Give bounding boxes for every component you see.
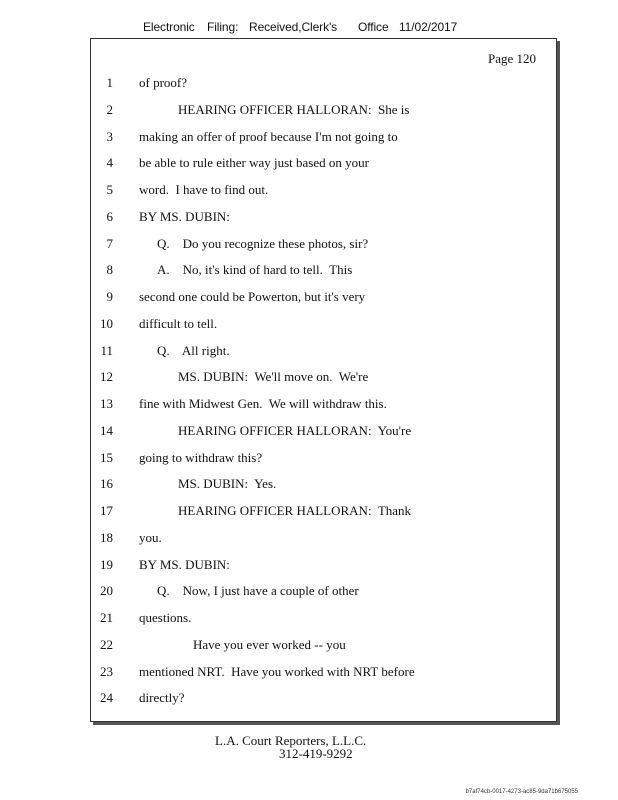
transcript-page: [90, 38, 557, 722]
line-text: difficult to tell.: [139, 315, 218, 331]
line-text: MS. DUBIN: We'll move on. We're: [178, 369, 369, 385]
transcript-line: [91, 155, 556, 175]
line-number: 24: [100, 690, 113, 706]
filing-header-received: Received,Clerk's: [249, 20, 338, 34]
line-text: HEARING OFFICER HALLORAN: She is: [178, 101, 410, 117]
line-number: 7: [106, 235, 113, 251]
line-text: Q. All right.: [157, 342, 230, 358]
line-text: questions.: [139, 610, 192, 625]
line-text: fine with Midwest Gen. We will withdraw this.: [139, 396, 387, 411]
transcript-line: [91, 583, 556, 603]
line-text: HEARING OFFICER HALLORAN: Thank: [178, 503, 412, 518]
line-number: 8: [106, 262, 113, 278]
line-text: word. I have to find out.: [139, 182, 269, 197]
line-number: 18: [100, 529, 113, 545]
line-number: 4: [106, 155, 113, 171]
transcript-line: [91, 369, 556, 389]
transcript-line: [91, 503, 556, 523]
transcript-line: [91, 75, 556, 95]
filing-header-filing: Filing:: [207, 20, 239, 34]
line-text: BY MS. DUBIN:: [139, 556, 230, 572]
transcript-line: [91, 182, 556, 202]
transcript-line: [91, 450, 556, 470]
line-number: 5: [106, 182, 113, 197]
transcript-line: [91, 396, 556, 416]
document-id: b7af74cb-0017-4273-ac85-9da71b675055: [465, 789, 578, 795]
line-text: be able to rule either way just based on your: [139, 155, 369, 171]
line-number: 14: [100, 422, 113, 438]
transcript-line: [91, 289, 556, 309]
transcript-line: [91, 343, 556, 363]
line-number: 17: [100, 503, 113, 518]
transcript-line: [91, 476, 556, 496]
line-text: Have you ever worked -- you: [193, 636, 346, 652]
line-number: 16: [100, 476, 113, 492]
transcript-line: [91, 690, 556, 710]
transcript-line: [91, 209, 556, 229]
line-number: 2: [106, 101, 113, 117]
line-text: Q. Now, I just have a couple of other: [157, 583, 359, 599]
footer-company: L.A. Court Reporters, L.L.C.: [215, 733, 367, 748]
line-text: making an offer of proof because I'm not going to: [139, 128, 398, 144]
line-number: 9: [106, 289, 113, 304]
line-number: 21: [100, 610, 113, 625]
line-text: you.: [139, 529, 162, 545]
line-text: going to withdraw this?: [139, 449, 263, 465]
line-text: of proof?: [139, 75, 188, 90]
transcript-line: [91, 102, 556, 122]
line-number: 19: [100, 556, 113, 572]
line-text: mentioned NRT. Have you worked with NRT before: [139, 663, 415, 679]
line-number: 10: [100, 315, 113, 331]
transcript-line: [91, 423, 556, 443]
transcript-line: [91, 664, 556, 684]
transcript-line: [91, 236, 556, 256]
transcript-line: [91, 610, 556, 630]
line-number: 6: [106, 208, 113, 224]
line-number: 1: [106, 75, 113, 90]
filing-header-electronic: Electronic: [143, 20, 195, 34]
transcript-line: [91, 129, 556, 149]
line-number: 15: [100, 449, 113, 465]
page-number: Page 120: [487, 51, 536, 66]
line-text: BY MS. DUBIN:: [139, 208, 230, 224]
line-text: Q. Do you recognize these photos, sir?: [157, 235, 369, 251]
line-number: 12: [100, 369, 113, 385]
footer-phone: 312-419-9292: [279, 746, 353, 761]
line-text: MS. DUBIN: Yes.: [178, 476, 277, 492]
line-number: 13: [100, 396, 113, 411]
line-number: 22: [100, 636, 113, 652]
line-text: A. No, it's kind of hard to tell. This: [157, 262, 353, 278]
line-number: 3: [106, 128, 113, 144]
transcript-line: [91, 530, 556, 550]
filing-header-office: Office: [358, 20, 389, 34]
transcript-line: [91, 557, 556, 577]
transcript-line: [91, 262, 556, 282]
filing-header-date: 11/02/2017: [399, 20, 458, 34]
line-text: directly?: [139, 690, 185, 706]
transcript-line: [91, 316, 556, 336]
transcript-line: [91, 637, 556, 657]
line-text: second one could be Powerton, but it's very: [139, 289, 366, 304]
line-text: HEARING OFFICER HALLORAN: You're: [178, 422, 412, 438]
line-number: 20: [100, 583, 113, 599]
line-number: 23: [100, 663, 113, 679]
line-number: 11: [100, 342, 113, 358]
